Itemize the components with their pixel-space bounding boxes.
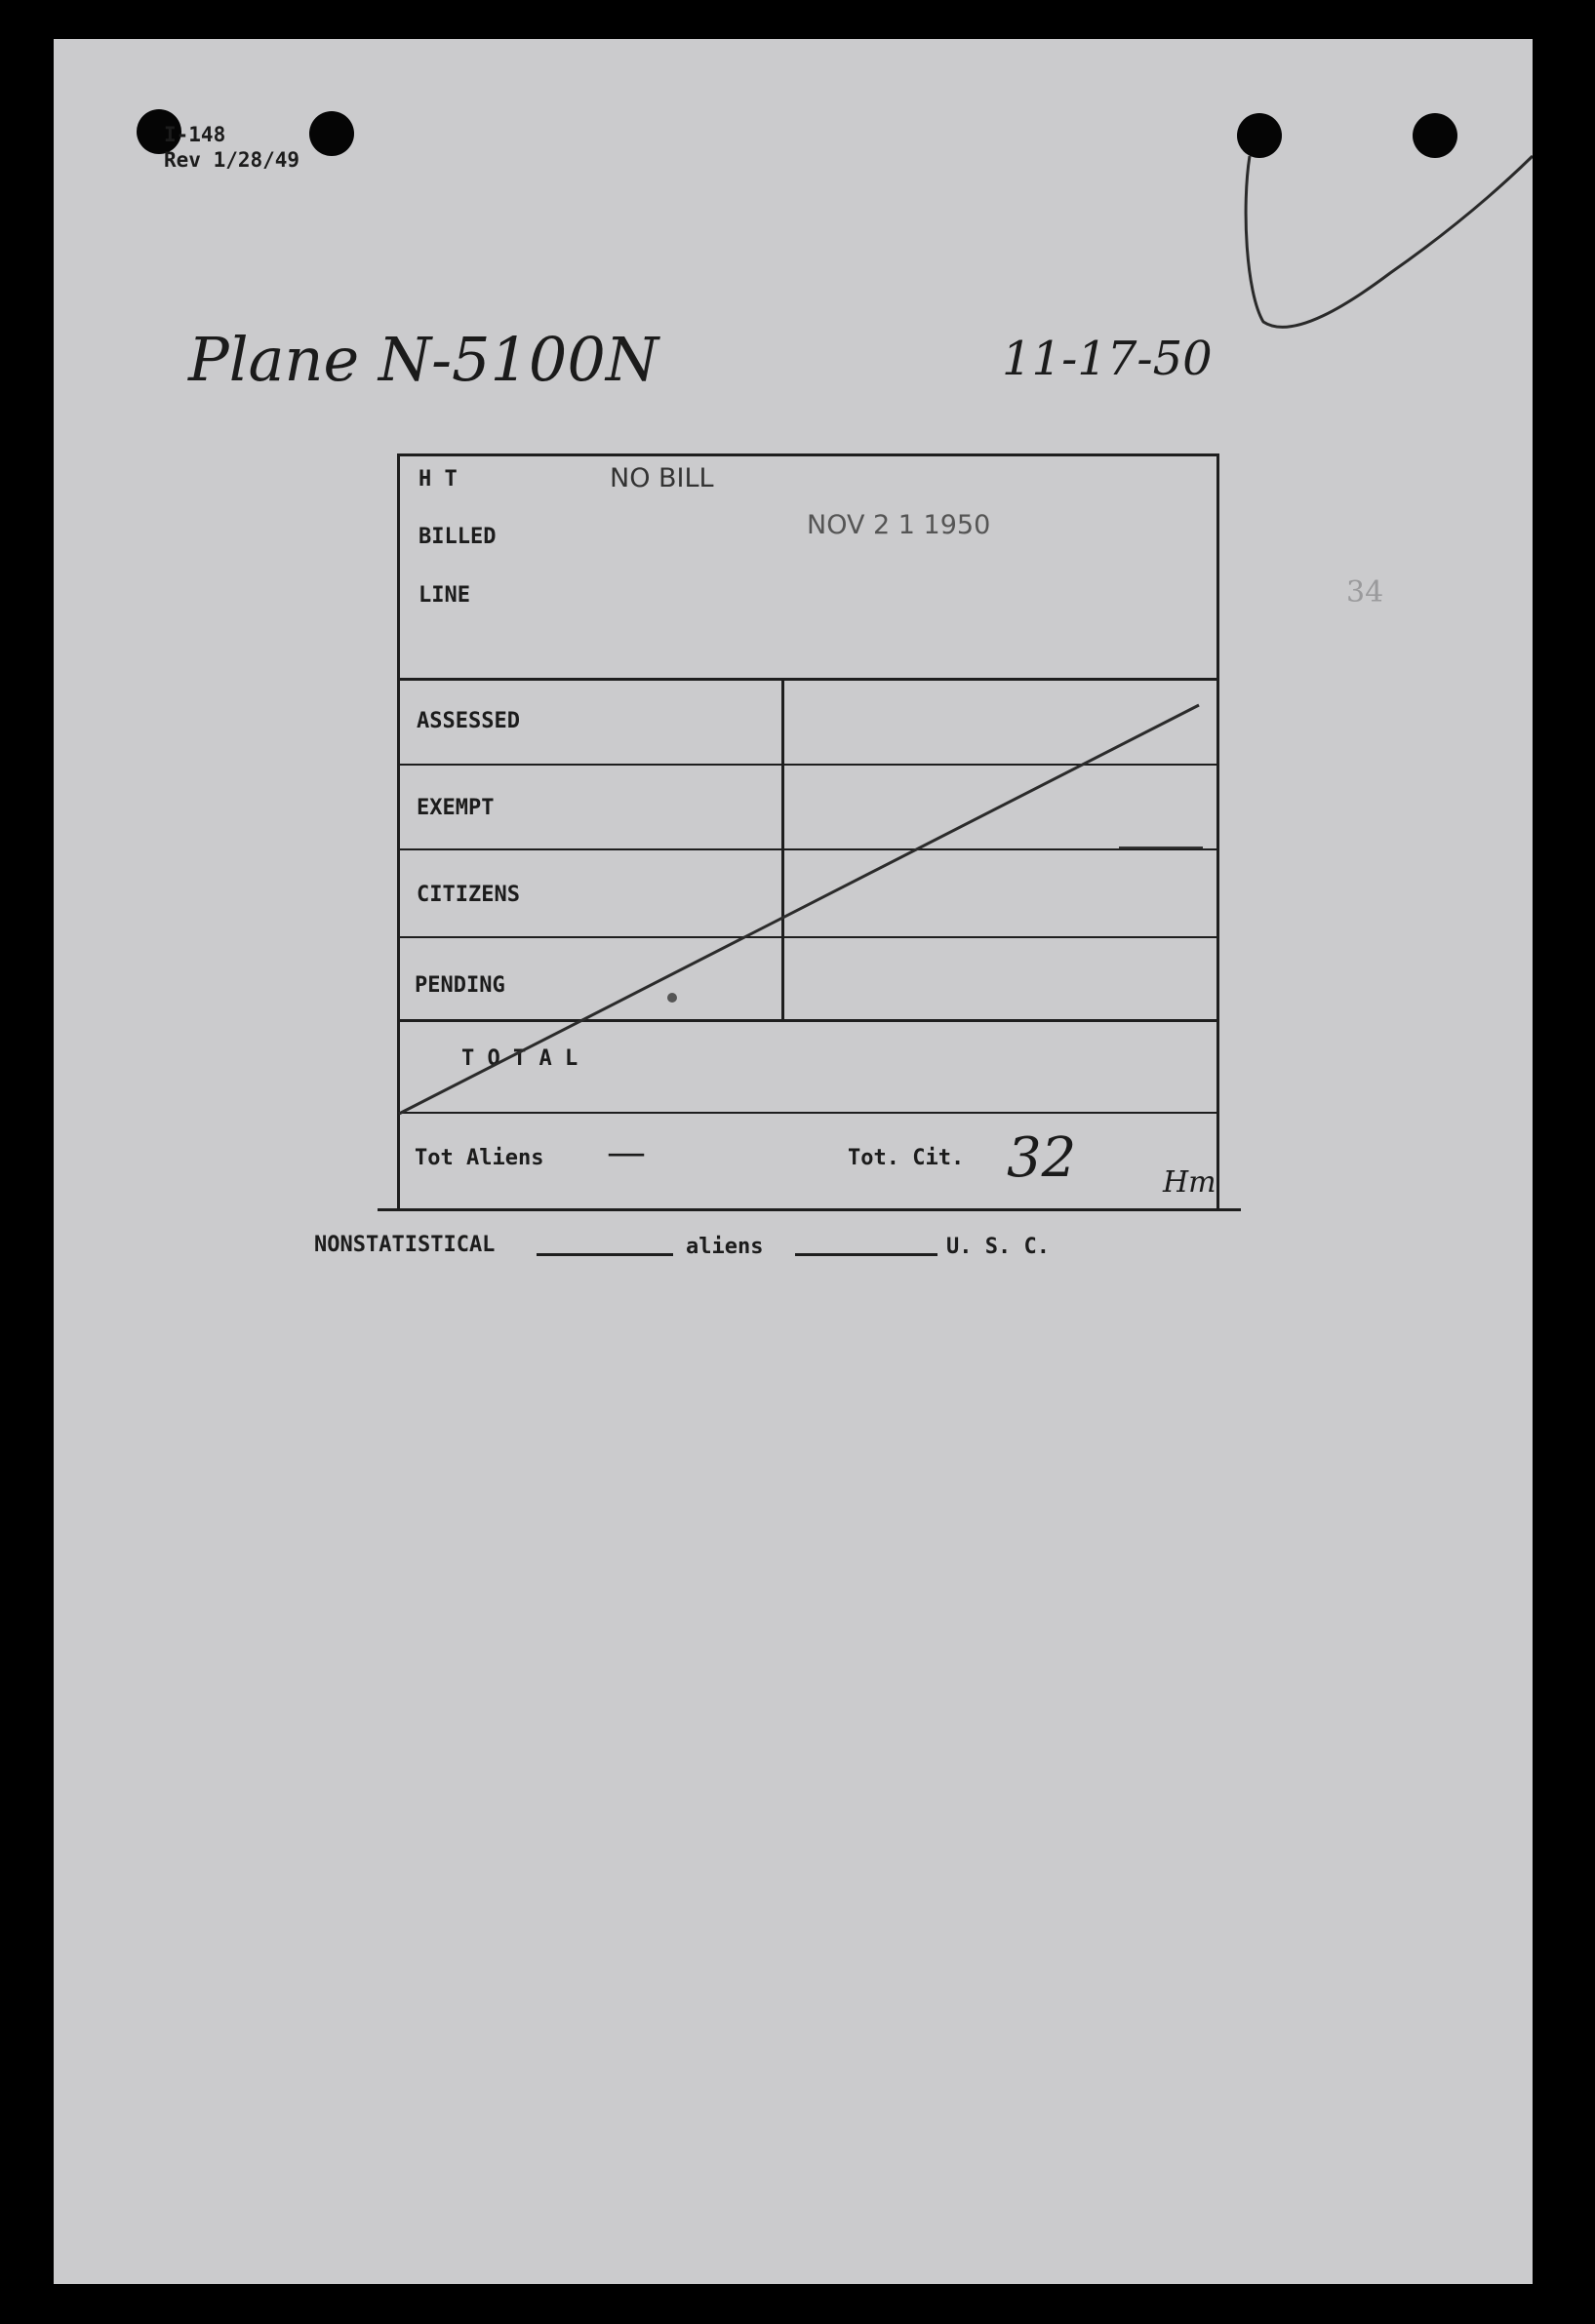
- form-revision: Rev 1/28/49: [164, 148, 300, 172]
- nonstatistical-blank: [537, 1253, 673, 1256]
- aliens-label: aliens: [686, 1235, 764, 1259]
- tot-aliens-value: —: [607, 1130, 646, 1175]
- total-label: T O T A L: [461, 1046, 578, 1071]
- document-page: [54, 39, 1533, 2284]
- form-number: I-148: [164, 123, 226, 146]
- initials: Hm: [1163, 1165, 1216, 1200]
- diagonal-cancel-line: [397, 453, 1219, 1211]
- tally-form: [397, 453, 1219, 1211]
- citizens-label: CITIZENS: [417, 883, 520, 907]
- billed-label: BILLED: [419, 525, 497, 549]
- usc-label: U. S. C.: [946, 1235, 1050, 1259]
- tot-cit-label: Tot. Cit.: [848, 1146, 965, 1170]
- aliens-blank: [795, 1253, 937, 1256]
- nonstatistical-label: NONSTATISTICAL: [314, 1233, 496, 1257]
- date-stamp: NOV 2 1 1950: [807, 510, 991, 540]
- handwritten-plane-number: Plane N-5100N: [188, 324, 659, 395]
- no-bill-stamp: NO BILL: [610, 463, 714, 493]
- ht-label: H T: [419, 467, 458, 492]
- margin-number: 34: [1346, 575, 1384, 610]
- tot-aliens-label: Tot Aliens: [415, 1146, 544, 1170]
- tot-cit-value: 32: [1007, 1126, 1077, 1190]
- line-label: LINE: [419, 583, 470, 608]
- pending-label: PENDING: [415, 973, 505, 998]
- assessed-label: ASSESSED: [417, 709, 520, 733]
- handwritten-date: 11-17-50: [1002, 332, 1213, 386]
- exempt-label: EXEMPT: [417, 796, 495, 820]
- check-mark-stroke: [54, 39, 1533, 429]
